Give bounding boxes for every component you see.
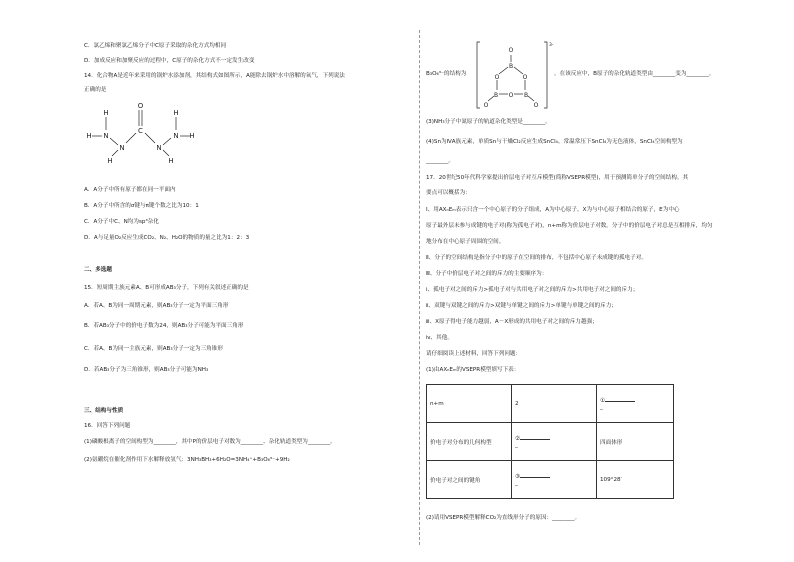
q14-stem-line2: 正确的是 (84, 87, 107, 93)
atom-h-side-right: H (189, 132, 195, 140)
b3o6-suffix: 。在该反应中，B原子的杂化轨道类型由________变为________。 (554, 71, 715, 77)
atom-n-left: N (119, 144, 125, 152)
ring-b-top: B (508, 63, 514, 70)
q14-option-c: C．A分子中C、N均为sp³杂化 (84, 219, 159, 225)
column-divider (419, 30, 420, 545)
carbohydrazide-structure (84, 98, 194, 170)
atom-n-outer-right: N (173, 132, 179, 140)
q14-option-d: D．A与足量O₂反应生成CO₂、N₂、H₂O的物质的量之比为1：2：3 (84, 235, 250, 241)
section-title-multiple-choice: 二、多选题 (84, 267, 112, 273)
answer-blank-2[interactable]: ② _ (512, 423, 597, 461)
q15-option-b: B．若AB₃分子中的价电子数为24，则AB₃分子可能为平面三角形 (84, 323, 244, 329)
atom-o: O (137, 102, 144, 110)
b3o6-prefix: B₃O₆³⁻的结构为 (426, 71, 467, 77)
table-cell: 价电子对分布的几何构型 (427, 423, 512, 461)
q17-para3-iv: ⅳ、其他。 (426, 335, 453, 341)
ring-b-left: B (493, 92, 499, 99)
table-cell: 价电子对之间的键角 (427, 461, 512, 499)
atom-c: C (138, 127, 143, 135)
q14-option-a: A．A分子中所有原子都在同一平面内 (84, 187, 176, 193)
q17-para3: Ⅲ、分子中价层电子对之间的斥力的主要顺序为： (426, 271, 548, 277)
atom-h-bottom-left: H (107, 157, 113, 165)
q17-part1: (1)由AXₙEₘ的VSEPR模型填写下表： (426, 367, 520, 373)
atom-h-side-left: H (86, 132, 92, 140)
atom-n-outer-left: N (103, 132, 109, 140)
q16-part1: (1)磷酸根离子的空间构型为________，其中P的价层电子对数为________、杂化轨道类型为________。 (84, 439, 336, 445)
ring-o-right: O (522, 74, 528, 81)
ring-o-left: O (494, 74, 500, 81)
q17-para1-line3: 地分布在中心原子周围的空间。 (426, 239, 505, 245)
blank-number: ① (600, 397, 606, 404)
q17-stem-line2: 要点可以概括为： (426, 190, 471, 196)
atom-h-bottom-right: H (168, 157, 174, 165)
b3o6-ring-structure (476, 40, 552, 112)
q17-para3-i: ⅰ、孤电子对之间的斥力>孤电子对与共用电子对之间的斥力>共用电子对之间的斥力； (426, 287, 639, 293)
table-cell: 四面体形 (597, 423, 674, 461)
q16-part3: (3)NH₃分子中氮原子的轨道杂化类型是________。 (426, 119, 551, 125)
q17-para2: Ⅱ、分子的空间结构是指分子中的原子在空间的排布，不包括中心原子未成键的孤电子对。 (426, 255, 647, 261)
q17-part2: (2)请用VSEPR模型解释CO₂为直线形分子的原因：________。 (426, 515, 581, 521)
q16-title: 16．回答下列问题 (84, 423, 131, 429)
answer-blank-3[interactable]: ③ _ (512, 461, 597, 499)
q17-para3-iii: ⅲ、X原子得电子能力越弱，A－X形成的共用电子对之间的斥力越强； (426, 319, 598, 325)
option-d-top: D．加成反应和加聚反应的过程中，C原子的杂化方式不一定发生改变 (84, 58, 255, 64)
q15-option-d: D．若AB₃分子为三角锥形，则AB₃分子可能为NH₃ (84, 367, 209, 373)
atom-h-top-right: H (173, 109, 179, 117)
q15-option-c: C．若A、B为同一主族元素，则AB₃分子一定为三角锥形 (84, 346, 223, 352)
blank-number: ③ (515, 473, 521, 480)
q15-stem: 15．短周期主族元素A、B可形成AB₃分子，下列有关叙述正确的是 (84, 285, 249, 291)
vsepr-table (426, 384, 674, 499)
table-cell: 109°28′ (597, 461, 674, 499)
answer-blank-1[interactable]: ① _ (597, 385, 674, 423)
blank-number: ② (515, 435, 521, 442)
q16-part2: (2)氨硼烷在催化剂作用下水解释放氢气：3NH₃BH₃+6H₂O=3NH₄⁺+B₃O₆³⁻+9H₂ (84, 457, 290, 463)
q17-para3-ii: ⅱ、双键与双键之间的斥力>双键与单键之间的斥力>单键与单键之间的斥力； (426, 303, 617, 309)
q16-part4-line1: (4)Sn为ⅣA族元素，单质Sn与干燥Cl₂反应生成SnCl₄。常温常压下SnCl₄为无色液体，SnCl₄空间构型为 (426, 139, 683, 145)
ring-o-top: O (508, 47, 514, 54)
q14-option-b: B．A分子中所含的σ键与π键个数之比为10：1 (84, 203, 199, 209)
atom-n-right: N (156, 144, 162, 152)
ring-o-bottom: O (508, 92, 514, 99)
ring-charge: 3- (549, 43, 554, 48)
q17-stem-line1: 17．20世纪50年代科学家提出价层电子对互斥模型(简称VSEPR模型)，用于预测简单分子的空间结构。其 (426, 175, 689, 181)
table-row (427, 461, 674, 499)
option-c-top: C．氯乙烯和聚氯乙烯分子中C原子采取的杂化方式均相同 (84, 43, 227, 49)
table-row (427, 385, 674, 423)
q15-option-a: A．若A、B为同一周期元素，则AB₃分子一定为平面三角形 (84, 303, 229, 309)
q14-stem-line1: 14．化合物A是近年来采用的锅炉水添加剂，其结构式如图所示，A能除去锅炉水中溶解的氧气，下列说法 (84, 73, 345, 79)
table-row (427, 423, 674, 461)
q17-prompt: 请仔细阅读上述材料，回答下列问题： (426, 351, 522, 357)
table-cell: n+m (427, 385, 512, 423)
ring-b-right: B (523, 92, 529, 99)
section-title-structure: 三、结构与性质 (84, 408, 124, 414)
q16-part4-line2: ________。 (426, 158, 454, 164)
table-cell: 2 (512, 385, 597, 423)
ring-o-outer-left: O (483, 102, 489, 109)
q17-para1-line2: 原子最外层未参与成键的电子对(称为孤电子对)，n+m称为价层电子对数。分子中的价层电子对总是互相排斥，均匀 (426, 223, 713, 229)
ring-o-outer-right: O (533, 102, 539, 109)
q17-para1-line1: Ⅰ、用AXₙEₘ表示只含一个中心原子的分子组成，A为中心原子，X为与中心原子相结合的原子，E为中心 (426, 207, 680, 213)
atom-h-top-left: H (103, 109, 109, 117)
